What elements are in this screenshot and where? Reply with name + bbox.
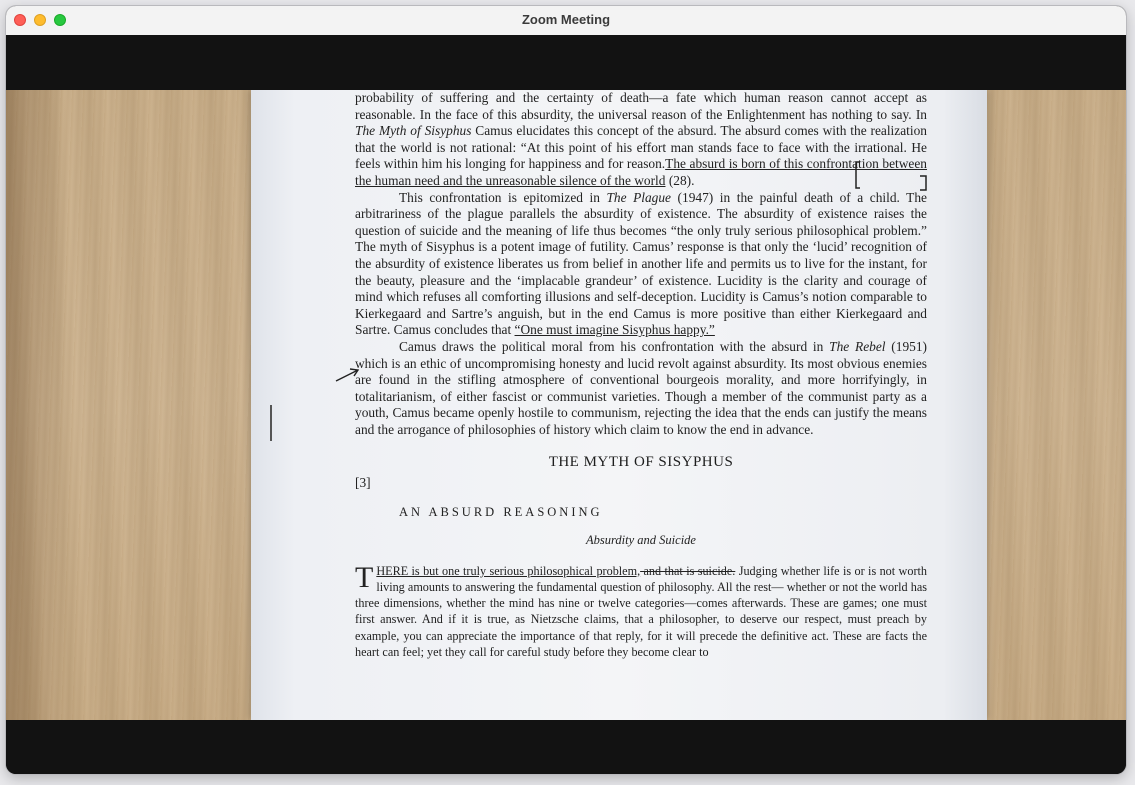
paragraph-1-text-b: Camus elucidates this concept of the absurd. The absurd comes with the realization that the world is not rational: “At this point of his effort man stands face to face with the irrational. He feels within him his longing for happiness and for reason.	[355, 123, 927, 172]
essay-body: Judging whether life is or is not worth living amounts to answering the fundamental question of philosophy. All the rest— whether or not the world has three dimensions, whether the mind has nine or twelve categories—comes afterwards. These are games; one must first answer. And if it is true, as Nietzsche claims, that a philosopher, to deserve our respect, must preach by example, you can appreciate the importance of that reply, for it will precede the definitive act. These are facts the heart can feel; yet they call for careful study before they become clear to	[355, 563, 927, 659]
document-sheet	[251, 90, 987, 720]
paragraph-3-text-a: Camus draws the political moral from his confrontation with the absurd in	[399, 338, 830, 354]
underlined-quote: The absurd is born of this confrontation between the human need and the unreasonable silence of the world	[355, 156, 928, 188]
paragraph-1	[355, 90, 927, 190]
struck-phrase: and that is suicide.	[640, 563, 736, 578]
video-letterbox-top	[6, 35, 1126, 90]
zoom-window	[6, 6, 1126, 774]
book-title-myth: The Myth of Sisyphus	[355, 123, 472, 139]
table-shadow	[6, 90, 66, 720]
chapter-heading: THE MYTH OF SISYPHUS	[548, 454, 734, 471]
annotation-arrow-icon	[334, 366, 364, 384]
underlined-sisyphus-quote: “One must imagine Sisyphus happy.”	[514, 322, 715, 338]
window-title: Zoom Meeting	[521, 12, 611, 27]
bracket-mark-left	[854, 160, 862, 190]
page-number: [3]	[355, 475, 371, 491]
document-page	[355, 90, 927, 672]
paragraph-2-text-a: This confrontation is epitomized in	[399, 189, 607, 205]
section-heading: AN ABSURD REASONING	[399, 504, 603, 519]
book-title-rebel: The Rebel	[829, 338, 886, 354]
bracket-mark-right	[918, 174, 928, 192]
paragraph-3-text-b: (1951) which is an ethic of uncompromising honesty and lucid revolt against absurdity. Its most obvious enemies are found in the stifling atmosphere of conventional bourgeois morality, and more horrifyingly, in totalitarianism, of either fascist or communist varieties. Though a member of the communist party as a youth, Camus became openly hostile to communism, rejecting the idea that the ends can justify the means and the arrogance of philosophies of history which claim to know the end in advance.	[355, 338, 927, 437]
book-title-plague: The Plague	[606, 189, 672, 205]
title-bar[interactable]	[6, 6, 1126, 36]
paragraph-2-text-b: (1947) in the painful death of a child. The arbitrariness of the plague parallels the absurdity of existence. The absurdity of existence raises the question of suicide and the meaning of life thus becomes “the only truly serious philosophical problem.” The myth of Sisyphus is a potent image of futility. Camus’ response is that only the ‘lucid’ recognition of the absurdity of existence liberates us from belief in another life and permits us to live for the instant, for the beauty, pleasure and the ‘implacable grandeur’ of existence. Lucidity is the clarity and courage of mind which refuses all comforting illusions and self-deception. Lucidity is Camus’s notion comparable to Kierkegaard and Sartre’s anguish, but in the end Camus is more positive than either Kierkegaard and Sartre. Camus concludes that	[355, 189, 928, 338]
paragraph-1-text: probability of suffering and the certainty of death—a fate which human reason cannot accept as reasonable. In the face of this absurdity, the universal reason of the Enlightenment has nothing to say. In	[355, 90, 927, 122]
subsection-heading: Absurdity and Suicide	[586, 533, 696, 548]
paragraph-3	[355, 339, 927, 439]
paragraph-2	[355, 190, 927, 339]
drop-cap: T	[355, 560, 374, 594]
video-letterbox-bottom	[6, 720, 1126, 774]
margin-pen-mark	[270, 405, 272, 441]
paragraph-1-end: (28).	[665, 172, 695, 188]
underlined-opening: HERE is but one truly serious philosophical problem,	[376, 563, 641, 578]
shared-video-feed[interactable]	[6, 90, 1126, 720]
essay-opening	[355, 560, 927, 660]
